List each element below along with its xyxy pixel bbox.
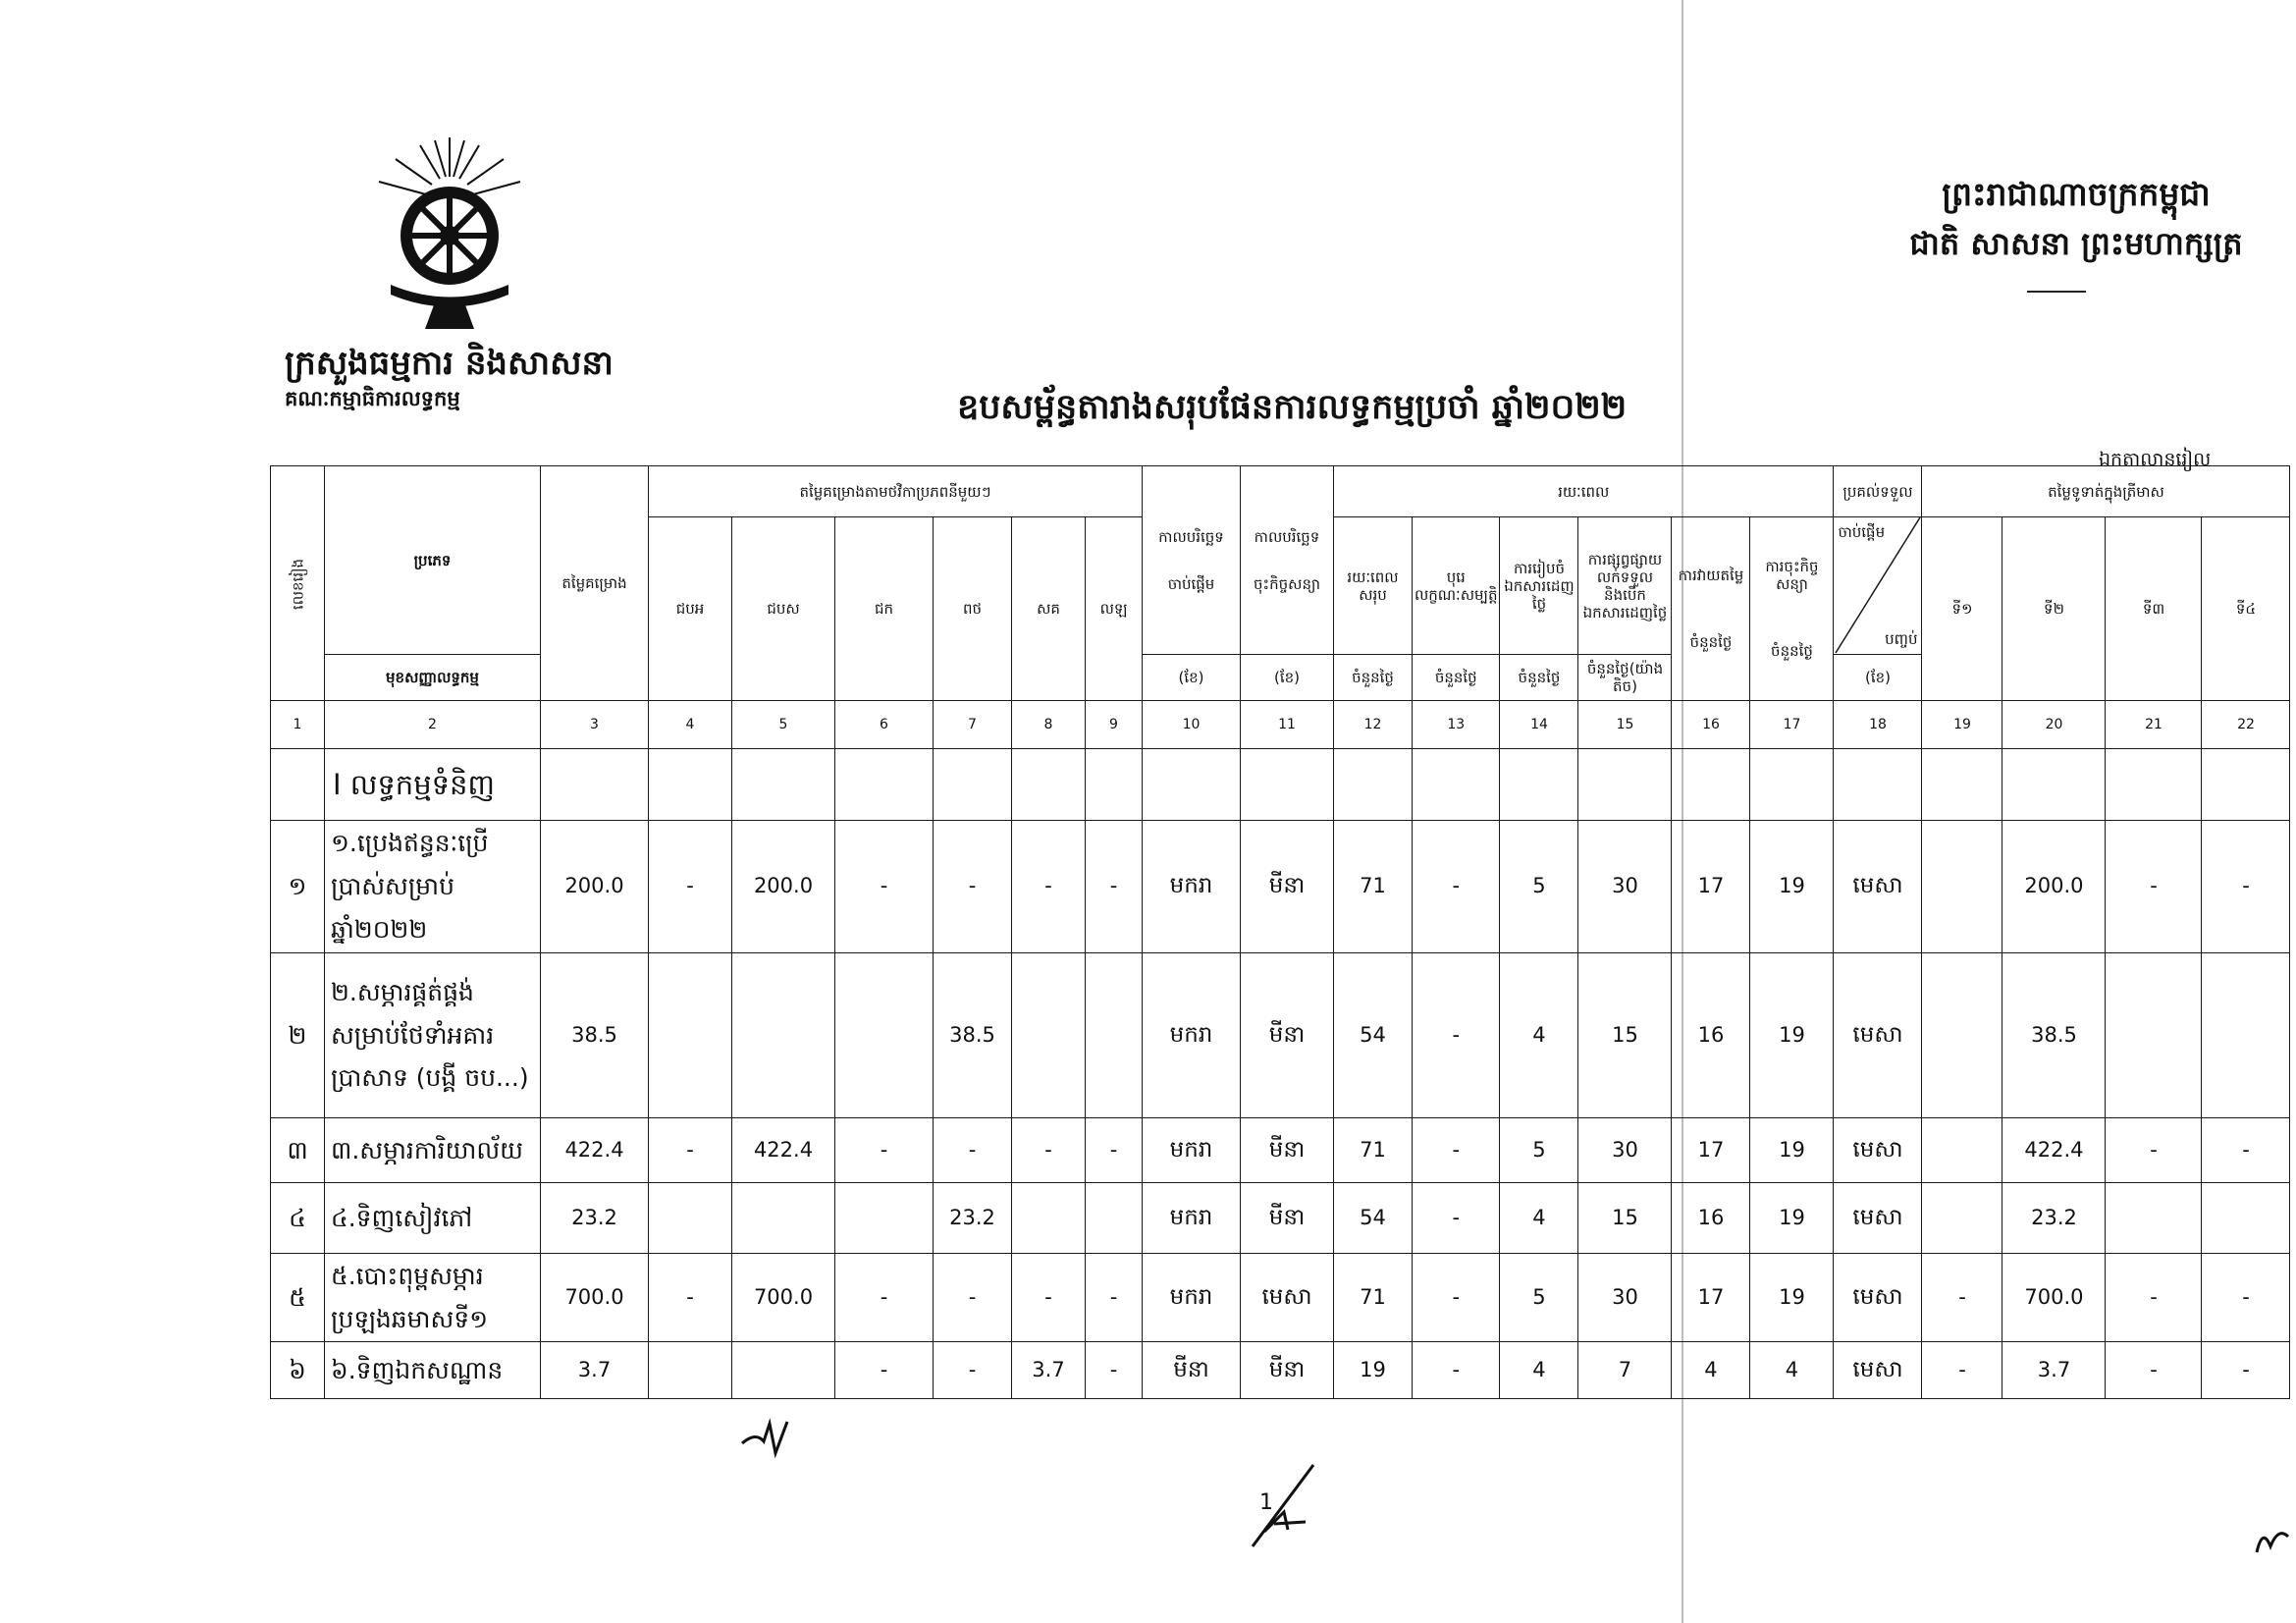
row-number: ៥	[271, 1254, 325, 1342]
row-days-evaluate: 17	[1672, 1254, 1750, 1342]
row-days-prepare: 5	[1500, 1118, 1578, 1183]
row-quarter-4: -	[2202, 1254, 2290, 1342]
column-number: 21	[2106, 701, 2202, 749]
column-number: 15	[1578, 701, 1672, 749]
row-days-evaluate: 17	[1672, 821, 1750, 953]
column-number: 6	[835, 701, 934, 749]
header-subject: មុខសញ្ញាលទ្ធកម្ម	[325, 655, 541, 701]
header-type: ប្រភេទ	[325, 466, 541, 655]
header-duration-sign	[1750, 517, 1834, 701]
header-days-14: ចំនួនថ្ងៃ	[1500, 655, 1578, 701]
column-number: 1	[271, 701, 325, 749]
row-quarter-1	[1922, 1183, 2002, 1254]
header-unit-month-10: (ខែ)	[1143, 655, 1241, 701]
row-days-publish: 30	[1578, 821, 1672, 953]
row-source-1: -	[649, 821, 732, 953]
header-unit-month-11: (ខែ)	[1241, 655, 1334, 701]
header-days-16: ចំនួនថ្ងៃ	[1689, 633, 1733, 651]
row-description: ២.សម្ភារផ្គត់ផ្គង់សម្រាប់ថែទាំអគារប្រាសាទ (បង្គី ចប...)	[325, 953, 541, 1118]
row-days-evaluate: 17	[1672, 1118, 1750, 1183]
header-delivery-start: ចាប់ផ្តើម	[1838, 523, 1886, 541]
header-delivery-range	[1834, 517, 1922, 655]
row-days-evaluate: 16	[1672, 1183, 1750, 1254]
row-number: ៦	[271, 1342, 325, 1399]
column-number: 19	[1922, 701, 2002, 749]
column-number: 8	[1012, 701, 1086, 749]
header-contract-label: កាលបរិច្ឆេទ	[1254, 527, 1320, 546]
row-days-sign: 19	[1750, 1254, 1834, 1342]
row-days-publish: 30	[1578, 1118, 1672, 1183]
column-number: 5	[732, 701, 835, 749]
row-days-sign: 4	[1750, 1342, 1834, 1399]
row-source-4: -	[934, 821, 1012, 953]
row-start-month: មីនា	[1143, 1342, 1241, 1399]
header-source-1: ជបអ	[649, 517, 732, 701]
header-days-12: ចំនួនថ្ងៃ	[1334, 655, 1413, 701]
ministry-emblem-icon	[361, 137, 538, 334]
row-source-6: -	[1086, 1118, 1143, 1183]
ministry-name: ក្រសួងធម្មការ និងសាសនា	[285, 344, 614, 383]
row-days-total: 19	[1334, 1342, 1413, 1399]
page-number: 1	[1259, 1490, 1273, 1515]
row-source-3: -	[835, 1342, 934, 1399]
row-delivery-month: មេសា	[1834, 1183, 1922, 1254]
motto-divider	[2027, 291, 2086, 293]
column-number: 16	[1672, 701, 1750, 749]
row-days-total: 54	[1334, 1183, 1413, 1254]
row-number: ១	[271, 821, 325, 953]
row-source-1	[649, 1183, 732, 1254]
header-source-4: ពថ	[934, 517, 1012, 701]
row-source-4: -	[934, 1118, 1012, 1183]
row-quarter-4: -	[2202, 1342, 2290, 1399]
column-number: 10	[1143, 701, 1241, 749]
row-source-2	[732, 1342, 835, 1399]
column-number-row	[271, 701, 2290, 749]
row-days-total: 71	[1334, 1254, 1413, 1342]
row-days-evaluate: 16	[1672, 953, 1750, 1118]
row-days-prequal: -	[1413, 1183, 1500, 1254]
header-quarter-3: ទី៣	[2106, 517, 2202, 701]
national-motto: ជាតិ សាសនា ព្រះមហាក្សត្រ	[1909, 225, 2243, 262]
header-group-delivery: ប្រគល់ទទួល	[1834, 466, 1922, 517]
header-source-5: សគ	[1012, 517, 1086, 701]
header-quarter-1: ទី១	[1922, 517, 2002, 701]
header-contract-sub: ចុះកិច្ចសន្យា	[1254, 574, 1320, 593]
header-source-3: ជក	[835, 517, 934, 701]
row-budget: 422.4	[541, 1118, 649, 1183]
row-source-4: 38.5	[934, 953, 1012, 1118]
table-row	[271, 1342, 2290, 1399]
row-source-6	[1086, 1183, 1143, 1254]
row-description: ១.ប្រេងឥន្ធនៈប្រើប្រាស់សម្រាប់ឆ្នាំ២០២២	[325, 821, 541, 953]
header-source-2: ជបស	[732, 517, 835, 701]
row-days-evaluate: 4	[1672, 1342, 1750, 1399]
row-source-6: -	[1086, 821, 1143, 953]
row-source-5: -	[1012, 1254, 1086, 1342]
row-source-2: 700.0	[732, 1254, 835, 1342]
header-duration-prequal: បុរេលក្ខណៈសម្បត្តិ	[1413, 517, 1500, 655]
row-quarter-3	[2106, 1183, 2202, 1254]
handwritten-initial-mark	[736, 1414, 805, 1463]
header-duration-sign-label: ការចុះកិច្ចសន្យា	[1765, 558, 1819, 593]
row-start-month: មករា	[1143, 953, 1241, 1118]
header-duration-total: រយៈពេលសរុប	[1334, 517, 1413, 655]
row-source-1	[649, 953, 732, 1118]
row-start-month: មករា	[1143, 1183, 1241, 1254]
row-quarter-4: -	[2202, 821, 2290, 953]
row-start-month: មករា	[1143, 1254, 1241, 1342]
row-quarter-2: 422.4	[2002, 1118, 2106, 1183]
row-source-1: -	[649, 1254, 732, 1342]
row-source-3: -	[835, 1118, 934, 1183]
row-days-prequal: -	[1413, 1118, 1500, 1183]
row-source-4: 23.2	[934, 1183, 1012, 1254]
row-delivery-month: មេសា	[1834, 1118, 1922, 1183]
row-source-2	[732, 953, 835, 1118]
header-budget: តម្លៃគម្រោង	[541, 466, 649, 701]
header-start-proc	[1143, 466, 1241, 655]
row-days-sign: 19	[1750, 953, 1834, 1118]
row-contract-month: មេសា	[1241, 1254, 1334, 1342]
header-source-6: លឡ	[1086, 517, 1143, 701]
header-contract	[1241, 466, 1334, 655]
header-unit-month-18: (ខែ)	[1834, 655, 1922, 701]
row-days-prepare: 4	[1500, 1183, 1578, 1254]
row-days-total: 71	[1334, 821, 1413, 953]
row-quarter-3: -	[2106, 821, 2202, 953]
column-number: 20	[2002, 701, 2106, 749]
row-quarter-2: 23.2	[2002, 1183, 2106, 1254]
section-title: I លទ្ធកម្មទំនិញ	[325, 749, 541, 821]
header-quarter-4: ទី៤	[2202, 517, 2290, 701]
row-budget: 38.5	[541, 953, 649, 1118]
row-source-1: -	[649, 1118, 732, 1183]
header-group-duration: រយៈពេល	[1334, 466, 1834, 517]
row-budget: 3.7	[541, 1342, 649, 1399]
row-days-prepare: 5	[1500, 821, 1578, 953]
table-row	[271, 953, 2290, 1118]
row-source-6: -	[1086, 1342, 1143, 1399]
table-row	[271, 1118, 2290, 1183]
row-quarter-3: -	[2106, 1342, 2202, 1399]
column-number: 13	[1413, 701, 1500, 749]
row-budget: 200.0	[541, 821, 649, 953]
row-description: ៣.សម្ភារការិយាល័យ	[325, 1118, 541, 1183]
row-quarter-2: 200.0	[2002, 821, 2106, 953]
row-quarter-3	[2106, 953, 2202, 1118]
header-days-13: ចំនួនថ្ងៃ	[1413, 655, 1500, 701]
column-number: 9	[1086, 701, 1143, 749]
row-days-sign: 19	[1750, 1183, 1834, 1254]
row-source-3: -	[835, 821, 934, 953]
section-row	[271, 749, 2290, 821]
header-row-no: លេខរៀង	[271, 466, 325, 701]
row-contract-month: មីនា	[1241, 1342, 1334, 1399]
column-number: 12	[1334, 701, 1413, 749]
row-source-2	[732, 1183, 835, 1254]
row-description: ៤.ទិញសៀវភៅ	[325, 1183, 541, 1254]
row-days-prequal: -	[1413, 821, 1500, 953]
column-number: 7	[934, 701, 1012, 749]
row-source-2: 200.0	[732, 821, 835, 953]
row-days-total: 54	[1334, 953, 1413, 1118]
row-source-5	[1012, 1183, 1086, 1254]
column-number: 22	[2202, 701, 2290, 749]
row-number: ៤	[271, 1183, 325, 1254]
header-duration-prepare: ការរៀបចំឯកសារដេញថ្លៃ	[1500, 517, 1578, 655]
row-source-3: -	[835, 1254, 934, 1342]
column-number: 18	[1834, 701, 1922, 749]
row-days-publish: 7	[1578, 1342, 1672, 1399]
row-source-5: -	[1012, 821, 1086, 953]
row-days-sign: 19	[1750, 821, 1834, 953]
header-start-proc-sub: ចាប់ផ្តើម	[1167, 574, 1215, 593]
row-days-publish: 30	[1578, 1254, 1672, 1342]
row-budget: 23.2	[541, 1183, 649, 1254]
row-source-3	[835, 1183, 934, 1254]
row-days-prequal: -	[1413, 953, 1500, 1118]
table-row	[271, 1254, 2290, 1342]
row-description: ៦.ទិញឯកសណ្ឋាន	[325, 1342, 541, 1399]
row-quarter-1	[1922, 1118, 2002, 1183]
column-number: 4	[649, 701, 732, 749]
row-contract-month: មីនា	[1241, 1183, 1334, 1254]
row-quarter-3: -	[2106, 1118, 2202, 1183]
row-quarter-4	[2202, 1183, 2290, 1254]
row-contract-month: មីនា	[1241, 1118, 1334, 1183]
row-quarter-2: 3.7	[2002, 1342, 2106, 1399]
header-duration-evaluate-label: ការវាយតម្លៃ	[1678, 567, 1744, 584]
row-source-3	[835, 953, 934, 1118]
table-row	[271, 821, 2290, 953]
column-number: 17	[1750, 701, 1834, 749]
handwritten-mark	[2253, 1517, 2292, 1556]
row-days-prepare: 5	[1500, 1254, 1578, 1342]
row-number: ៣	[271, 1118, 325, 1183]
row-start-month: មករា	[1143, 821, 1241, 953]
currency-unit: ឯកតាលានរៀល	[2099, 449, 2212, 470]
row-quarter-1	[1922, 953, 2002, 1118]
row-delivery-month: មេសា	[1834, 1342, 1922, 1399]
row-source-5: 3.7	[1012, 1342, 1086, 1399]
row-description: ៥.បោះពុម្ពសម្ភារប្រឡងឆមាសទី១	[325, 1254, 541, 1342]
row-budget: 700.0	[541, 1254, 649, 1342]
row-delivery-month: មេសា	[1834, 953, 1922, 1118]
row-days-publish: 15	[1578, 1183, 1672, 1254]
row-quarter-4: -	[2202, 1118, 2290, 1183]
row-days-prepare: 4	[1500, 1342, 1578, 1399]
row-source-2: 422.4	[732, 1118, 835, 1183]
row-source-4: -	[934, 1342, 1012, 1399]
row-quarter-1	[1922, 821, 2002, 953]
row-number: ២	[271, 953, 325, 1118]
row-source-5	[1012, 953, 1086, 1118]
header-delivery-end: បញ្ចប់	[1885, 630, 1918, 648]
column-number: 11	[1241, 701, 1334, 749]
header-duration-publish: ការផ្សព្វផ្សាយ លក់ទទួល និងបើកឯកសារដេញថ្លៃ	[1578, 517, 1672, 655]
row-source-6: -	[1086, 1254, 1143, 1342]
kingdom-name: ព្រះរាជាណាចក្រកម្ពុជា	[1942, 175, 2211, 213]
row-source-4: -	[934, 1254, 1012, 1342]
row-contract-month: មីនា	[1241, 821, 1334, 953]
row-days-sign: 19	[1750, 1118, 1834, 1183]
row-source-5: -	[1012, 1118, 1086, 1183]
document-title: ឧបសម្ព័ន្ធតារាងសរុបផែនការលទ្ធកម្មប្រចាំ ឆ្នាំ២០២២	[957, 388, 1628, 427]
row-quarter-3: -	[2106, 1254, 2202, 1342]
procurement-plan-table	[270, 465, 2290, 1399]
column-number: 2	[325, 701, 541, 749]
row-start-month: មករា	[1143, 1118, 1241, 1183]
row-days-prepare: 4	[1500, 953, 1578, 1118]
header-quarter-2: ទី២	[2002, 517, 2106, 701]
header-group-sources: តម្លៃគម្រោងតាមថវិកាប្រភពនីមួយៗ	[649, 466, 1143, 517]
row-days-total: 71	[1334, 1118, 1413, 1183]
header-days-15: ចំនួនថ្ងៃ(យ៉ាងតិច)	[1578, 655, 1672, 701]
column-number: 3	[541, 701, 649, 749]
row-source-6	[1086, 953, 1143, 1118]
row-delivery-month: មេសា	[1834, 1254, 1922, 1342]
row-quarter-2: 700.0	[2002, 1254, 2106, 1342]
row-days-prequal: -	[1413, 1254, 1500, 1342]
row-quarter-2: 38.5	[2002, 953, 2106, 1118]
header-days-17: ចំនួនថ្ងៃ	[1771, 642, 1813, 660]
handwritten-initial-mark	[1245, 1463, 1323, 1551]
header-start-proc-label: កាលបរិច្ឆេទ	[1158, 527, 1224, 546]
row-delivery-month: មេសា	[1834, 821, 1922, 953]
row-source-1	[649, 1342, 732, 1399]
header-group-quarters: តម្លៃទូទាត់ក្នុងត្រីមាស	[1922, 466, 2290, 517]
committee-name: គណៈកម្មាធិការលទ្ធកម្ម	[285, 387, 460, 410]
row-quarter-1: -	[1922, 1254, 2002, 1342]
row-contract-month: មីនា	[1241, 953, 1334, 1118]
table-row	[271, 1183, 2290, 1254]
column-number: 14	[1500, 701, 1578, 749]
row-quarter-4	[2202, 953, 2290, 1118]
row-quarter-1: -	[1922, 1342, 2002, 1399]
row-days-publish: 15	[1578, 953, 1672, 1118]
row-days-prequal: -	[1413, 1342, 1500, 1399]
header-duration-evaluate	[1672, 517, 1750, 701]
